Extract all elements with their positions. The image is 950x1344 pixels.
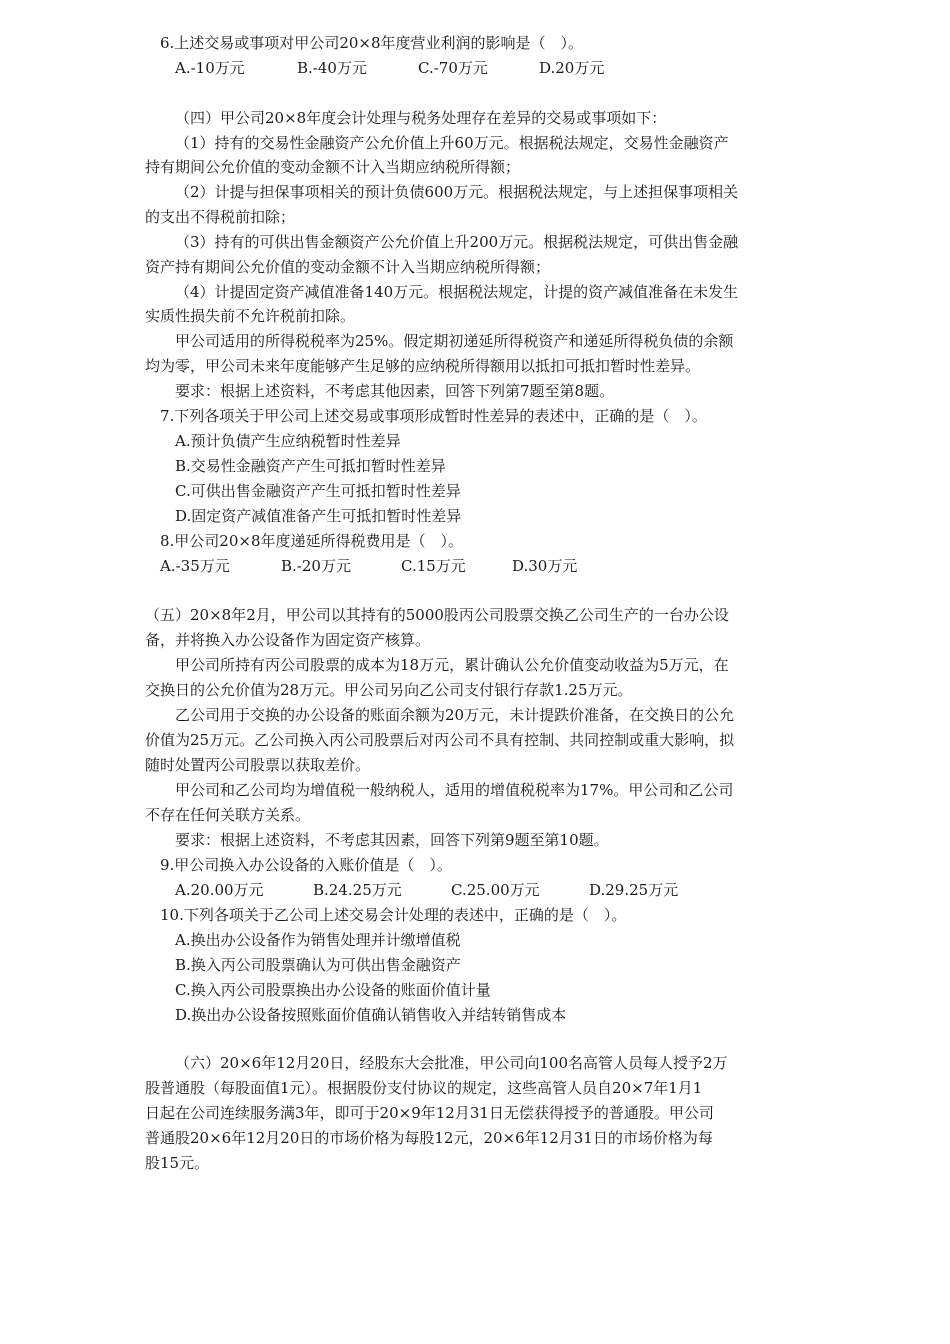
q6-stem: 6.上述交易或事项对甲公司20×8年度营业利润的影响是（ ）。 [160, 34, 584, 52]
sec5-p3-line1: 甲公司和乙公司均为增值税一般纳税人，适用的增值税税率为17%。甲公司和乙公司 [175, 781, 734, 799]
sec6-line2: 股普通股（每股面值1元）。根据股份支付协议的规定，这些高管人员自20×7年1月1 [145, 1079, 703, 1097]
q6-option-b: B.-40万元 [297, 59, 367, 77]
sec6-line3: 日起在公司连续服务满3年，即可于20×9年12月31日无偿获得授予的普通股。甲公司 [145, 1104, 714, 1122]
q10-option-c: C.换入丙公司股票换出办公设备的账面价值计量 [175, 981, 491, 999]
q9-option-b: B.24.25万元 [313, 881, 402, 899]
sec5-p1-line2: 交换日的公允价值为28万元。甲公司另向乙公司支付银行存款1.25万元。 [145, 681, 633, 699]
sec4-item2-line2: 的支出不得税前扣除； [145, 208, 296, 226]
q10-option-a: A.换出办公设备作为销售处理并计缴增值税 [175, 931, 461, 949]
q8-option-c: C.15万元 [401, 557, 466, 575]
sec5-p2-line2: 价值为25万元。乙公司换入丙公司股票后对丙公司不具有控制、共同控制或重大影响，拟 [145, 731, 735, 749]
sec5-p2-line3: 随时处置丙公司股票以获取差价。 [145, 756, 371, 774]
sec4-tax-line1: 甲公司适用的所得税税率为25%。假定期初递延所得税资产和递延所得税负债的余额 [175, 332, 734, 350]
q7-option-b: B.交易性金融资产产生可抵扣暂时性差异 [175, 457, 446, 475]
sec5-header-line2: 备，并将换入办公设备作为固定资产核算。 [145, 631, 431, 649]
sec4-requirement: 要求：根据上述资料，不考虑其他因素，回答下列第7题至第8题。 [175, 382, 615, 400]
q8-option-d: D.30万元 [512, 557, 578, 575]
q9-stem: 9.甲公司换入办公设备的入账价值是（ ）。 [160, 856, 452, 874]
q9-option-d: D.29.25万元 [589, 881, 679, 899]
q8-option-a: A.-35万元 [160, 557, 230, 575]
q10-option-d: D.换出办公设备按照账面价值确认销售收入并结转销售成本 [175, 1006, 567, 1024]
sec4-item4-line1: （4）计提固定资产减值准备140万元。根据税法规定，计提的资产减值准备在未发生 [175, 283, 739, 301]
sec4-item3-line2: 资产持有期间公允价值的变动金额不计入当期应纳税所得额； [145, 258, 551, 276]
sec4-item1-line2: 持有期间公允价值的变动金额不计入当期应纳税所得额； [145, 158, 521, 176]
sec6-line5: 股15元。 [145, 1154, 210, 1172]
q9-option-a: A.20.00万元 [175, 881, 264, 899]
sec5-p1-line1: 甲公司所持有丙公司股票的成本为18万元，累计确认公允价值变动收益为5万元，在 [175, 656, 729, 674]
q8-option-b: B.-20万元 [281, 557, 351, 575]
sec4-item4-line2: 实质性损失前不允许税前扣除。 [145, 307, 356, 325]
sec5-header-line1: （五）20×8年2月，甲公司以其持有的5000股丙公司股票交换乙公司生产的一台办公设 [145, 606, 729, 624]
q10-stem: 10.下列各项关于乙公司上述交易会计处理的表述中，正确的是（ ）。 [160, 906, 627, 924]
q7-option-a: A.预计负债产生应纳税暂时性差异 [175, 432, 401, 450]
q6-option-a: A.-10万元 [175, 59, 245, 77]
sec4-header: （四）甲公司20×8年度会计处理与税务处理存在差异的交易或事项如下： [175, 109, 667, 127]
sec4-item1-line1: （1）持有的交易性金融资产公允价值上升60万元。根据税法规定，交易性金融资产 [175, 134, 729, 152]
q8-stem: 8.甲公司20×8年度递延所得税费用是（ ）。 [160, 532, 464, 550]
q10-option-b: B.换入丙公司股票确认为可供出售金融资产 [175, 956, 461, 974]
q6-option-c: C.-70万元 [418, 59, 488, 77]
q7-option-c: C.可供出售金融资产产生可抵扣暂时性差异 [175, 482, 461, 500]
sec4-tax-line2: 均为零，甲公司未来年度能够产生足够的应纳税所得额用以抵扣可抵扣暂时性差异。 [145, 357, 701, 375]
sec5-p2-line1: 乙公司用于交换的办公设备的账面余额为20万元，未计提跌价准备，在交换日的公允 [175, 706, 735, 724]
sec5-p3-line2: 不存在任何关联方关系。 [145, 806, 311, 824]
sec6-line1: （六）20×6年12月20日，经股东大会批准，甲公司向100名高管人员每人授予2万 [175, 1054, 728, 1072]
sec6-line4: 普通股20×6年12月20日的市场价格为每股12元，20×6年12月31日的市场价格为每 [145, 1129, 713, 1147]
sec4-item2-line1: （2）计提与担保事项相关的预计负债600万元。根据税法规定，与上述担保事项相关 [175, 183, 739, 201]
sec5-requirement: 要求：根据上述资料，不考虑其因素，回答下列第9题至第10题。 [175, 831, 609, 849]
q6-option-d: D.20万元 [539, 59, 605, 77]
sec4-item3-line1: （3）持有的可供出售金额资产公允价值上升200万元。根据税法规定，可供出售金融 [175, 233, 739, 251]
q7-stem: 7.下列各项关于甲公司上述交易或事项形成暂时性差异的表述中，正确的是（ ）。 [160, 407, 707, 425]
q7-option-d: D.固定资产减值准备产生可抵扣暂时性差异 [175, 507, 462, 525]
q9-option-c: C.25.00万元 [451, 881, 540, 899]
